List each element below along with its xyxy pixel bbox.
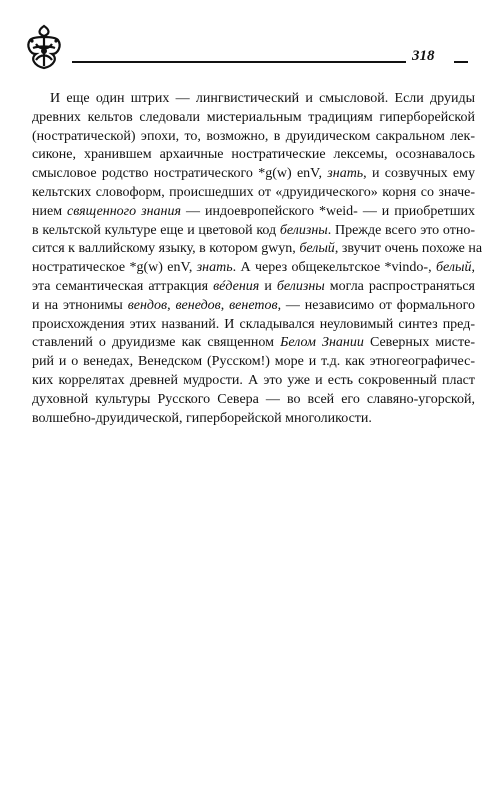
text-segment: эта семантическая аттракция: [32, 278, 214, 294]
text-line: [32, 410, 475, 429]
italic-term: Белом Знании: [280, 335, 364, 351]
text-segment: кельтских словоформ, происшедших от «друидического» корня со значе-: [32, 184, 475, 200]
text-segment: , звучит очень похоже на: [334, 241, 483, 257]
text-segment: и: [259, 278, 277, 294]
text-line: [32, 222, 475, 241]
text-segment: . Прежде всего это отно-: [327, 222, 475, 238]
text-segment: ,: [220, 297, 230, 313]
header-rule: [72, 61, 406, 63]
italic-term: белизны: [276, 278, 325, 294]
text-line: [32, 146, 475, 165]
italic-term: знать: [196, 260, 233, 276]
text-line: [32, 372, 475, 391]
text-segment: могла распространяться: [324, 278, 476, 294]
text-segment: ностратическое *g(w) enV,: [32, 260, 197, 276]
text-segment: древних кельтов следовали мистериальным традициям гиперборейской: [32, 109, 475, 125]
text-segment: духовной культуры Русского Севера — во всей его славяно-угорской,: [32, 391, 475, 407]
text-line: [32, 128, 475, 147]
text-segment: (ностратической) эпохи, то, возможно, в друидическом сакральном лек-: [32, 128, 475, 144]
text-segment: нием: [32, 203, 68, 219]
text-segment: ,: [471, 260, 475, 276]
text-line: [32, 90, 475, 109]
text-line: [32, 203, 475, 222]
text-line: [32, 316, 475, 335]
text-line: [32, 391, 475, 410]
text-segment: , — независимо от формального: [277, 297, 475, 313]
text-segment: Северных мисте-: [363, 335, 475, 351]
page-number: 318: [412, 48, 435, 64]
italic-term: белизны: [279, 222, 328, 238]
text-line: [32, 184, 475, 203]
text-line: [32, 259, 475, 278]
text-segment: рий и о венедах, Венедском (Русском!) море и т.д. как этногеографичес-: [32, 354, 475, 370]
text-segment: . А через общекельтское *vindo-,: [232, 260, 436, 276]
italic-term: венедов: [175, 297, 221, 313]
italic-term: венетов: [229, 297, 278, 313]
italic-term: вéдения: [213, 278, 260, 294]
text-segment: ,: [167, 297, 176, 313]
text-segment: сиконе, хранившем архаичные ностратические лексемы, осознавалось: [32, 147, 475, 163]
italic-term: белый: [436, 260, 472, 276]
text-segment: сится к валлийскому языку, в котором gwyn,: [32, 241, 300, 257]
text-line: [32, 165, 475, 184]
italic-term: вендов: [127, 297, 168, 313]
text-segment: смысловое родство ностратического *g(w) enV,: [32, 166, 328, 182]
text-line: [32, 240, 483, 259]
text-line: [32, 334, 475, 353]
italic-term: знать: [327, 166, 364, 182]
text-segment: , и созвучных ему: [363, 166, 475, 182]
italic-term: священного знания: [67, 203, 181, 219]
text-segment: волшебно-друидической, гиперборейской многоликости.: [32, 410, 372, 426]
text-line: [32, 109, 475, 128]
italic-term: белый: [299, 241, 335, 257]
text-line: [32, 353, 475, 372]
celtic-knot-emblem-icon: [24, 24, 64, 70]
text-segment: и на этнонимы: [32, 297, 128, 313]
text-segment: И еще один штрих — лингвистический и смысловой. Если друиды: [50, 91, 475, 106]
text-segment: — индоевропейского *weid- — и приобретших: [181, 203, 475, 219]
body-paragraph: [32, 90, 483, 428]
text-line: [32, 297, 475, 316]
text-segment: в кельтской культуре еще и цветовой код: [32, 222, 280, 238]
text-line: [32, 278, 475, 297]
header-rule-trailing: [454, 61, 468, 63]
text-segment: ставлений о друидизме как священном: [32, 335, 281, 351]
text-segment: происхождения этих названий. И складывался неуловимый синтез пред-: [32, 316, 475, 332]
text-segment: ких коррелятах древней мудрости. А это уже и есть сокровенный пласт: [32, 372, 475, 388]
